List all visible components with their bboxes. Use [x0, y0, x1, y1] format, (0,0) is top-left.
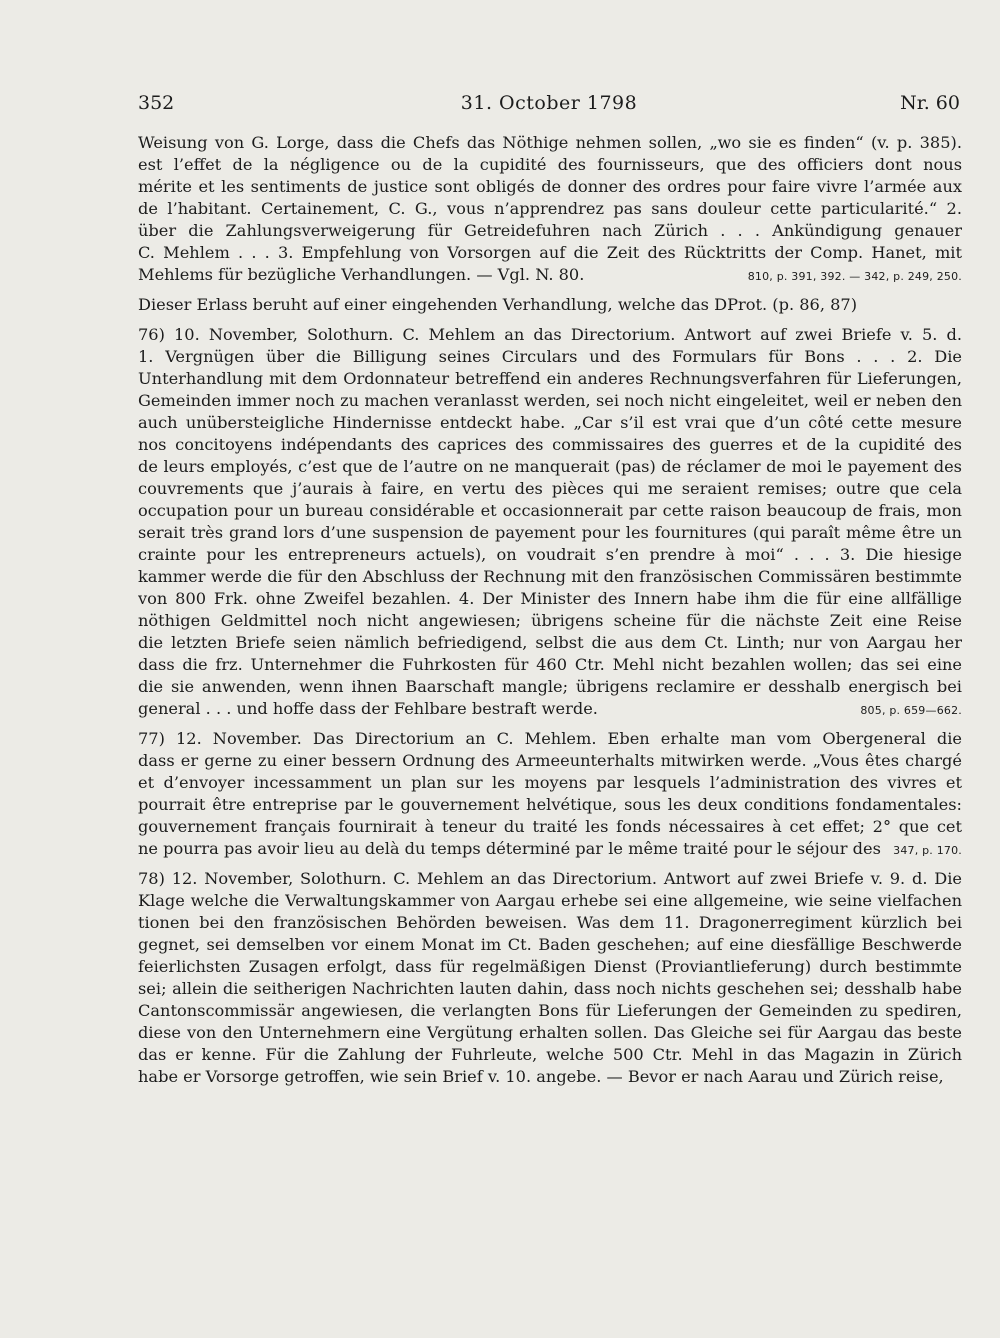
- text-line: diese von den Unternehmern eine Vergütung erhalten sollen. Das Gleiche sei für Aargau das beste: [138, 1023, 962, 1042]
- paragraph: [138, 294, 962, 316]
- text-line: auch unübersteigliche Hindernisse entdeckt habe. „Car s’il est vrai que d’un côté cette mesure: [138, 413, 962, 432]
- text-line: nos concitoyens indépendants des caprices des commissaires des guerres et de la cupidité des: [138, 435, 962, 454]
- text-line: [138, 264, 962, 286]
- text-line: nöthigen Geldmittel noch nicht angewiesen; übrigens scheine für die nächste Zeit eine Reise: [138, 611, 962, 630]
- text-line: Gemeinden immer noch zu machen veranlasst werden, sei noch nicht eingeleitet, weil er neben den: [138, 391, 962, 410]
- text-line: Cantonscommissär angewiesen, die verlangten Bons für Lieferungen der Gemeinden zu spediren,: [138, 1001, 962, 1020]
- text-line: das er kenne. Für die Zahlung der Fuhrleute, welche 500 Ctr. Mehl in das Magazin in Zürich: [138, 1045, 962, 1064]
- text-line: mérite et les sentiments de justice sont obligés de donner des ordres pour faire vivre l’armée aux: [138, 177, 962, 196]
- text-line: crainte pour les entrepreneurs actuels), on voudrait s’en prendre à moi“ . . . 3. Die hiesige: [138, 545, 962, 564]
- page-header: [138, 92, 960, 118]
- text-line: couvrements que j’aurais à faire, en vertu des pièces qui me seraient remises; outre que cela: [138, 479, 962, 498]
- text-line: feierlichsten Zusagen erfolgt, dass für regelmäßigen Dienst (Proviantlieferung) durch bestimmte: [138, 957, 962, 976]
- text-line: sei; allein die seitherigen Nachrichten lauten dahin, dass noch nichts geschehen sei; desshalb habe: [138, 979, 962, 998]
- text-line: 1. Vergnügen über die Billigung seines Circulars und des Formulars für Bons . . . 2. Die: [138, 347, 962, 366]
- text-line: von 800 Frk. ohne Zweifel bezahlen. 4. Der Minister des Innern habe ihm die für eine allfällige: [138, 589, 962, 608]
- text-line: C. Mehlem . . . 3. Empfehlung von Vorsorgen auf die Zeit des Rücktritts der Comp. Hanet, mit: [138, 243, 962, 262]
- paragraph: [138, 868, 962, 1088]
- document-body: [138, 132, 962, 1096]
- text-line: kammer werde die für den Abschluss der Rechnung mit den französischen Commissären bestimmte: [138, 567, 962, 586]
- source-reference: 810, p. 391, 392. — 342, p. 249, 250.: [747, 270, 962, 283]
- line-text: Mehlems für bezügliche Verhandlungen. — Vgl. N. 80.: [138, 265, 585, 284]
- text-line: pourrait être entreprise par le gouvernement helvétique, sous les deux conditions fondamentales:: [138, 795, 962, 814]
- paragraph: [138, 728, 962, 860]
- header-entry-number: Nr. 60: [900, 92, 960, 114]
- text-line: de leurs employés, c’est que de l’autre on ne manquerait (pas) de réclamer de moi le payement des: [138, 457, 962, 476]
- text-line: et d’envoyer incessamment un plan sur les moyens par lesquels l’administration des vivres et: [138, 773, 962, 792]
- text-line: 77) 12. November. Das Directorium an C. Mehlem. Eben erhalte man vom Obergeneral die: [138, 729, 962, 748]
- text-line: serait très grand lors d’une suspension de payement pour les fournitures (qui paraît même être un: [138, 523, 962, 542]
- text-line: Weisung von G. Lorge, dass die Chefs das Nöthige nehmen sollen, „wo sie es finden“ (v. p. 385).: [138, 133, 962, 152]
- header-date: 31. October 1798: [460, 92, 638, 114]
- text-line: Dieser Erlass beruht auf einer eingehenden Verhandlung, welche das DProt. (p. 86, 87): [138, 295, 858, 314]
- text-line: occupation pour un bureau considérable et occasionnerait par cette raison beaucoup de frais, mon: [138, 501, 962, 520]
- text-line: tionen bei den französischen Behörden beweisen. Was dem 11. Dragonerregiment kürzlich bei: [138, 913, 962, 932]
- text-line: gouvernement français fournirait à teneur du traité les fonds nécessaires à cet effet; 2° que cet: [138, 817, 962, 836]
- text-line: Klage welche die Verwaltungskammer von Aargau erhebe sei eine allgemeine, wie seine vielfachen: [138, 891, 962, 910]
- paragraph: [138, 132, 962, 286]
- page-number: 352: [138, 92, 175, 114]
- text-line: über die Zahlungsverweigerung für Getreidefuhren nach Zürich . . . Ankündigung genauer: [138, 221, 962, 240]
- line-text: general . . . und hoffe dass der Fehlbare bestraft werde.: [138, 699, 598, 718]
- text-line: Unterhandlung mit dem Ordonnateur betreffend ein anderes Rechnungsverfahren für Lieferungen,: [138, 369, 962, 388]
- line-text: ne pourra pas avoir lieu au delà du temps déterminé par le même traité pour le séjour des: [138, 839, 881, 858]
- text-line: est l’effet de la négligence ou de la cupidité des fournisseurs, que des officiers dont nous: [138, 155, 962, 174]
- text-line: gegnet, sei demselben vor einem Monat im Ct. Baden geschehen; auf eine diesfällige Beschwerde: [138, 935, 962, 954]
- source-reference: 347, p. 170.: [893, 844, 962, 857]
- text-line: habe er Vorsorge getroffen, wie sein Brief v. 10. angebe. — Bevor er nach Aarau und Zürich reise,: [138, 1067, 944, 1086]
- text-line: die letzten Briefe seien nämlich befriedigend, selbst die aus dem Ct. Linth; nur von Aargau her: [138, 633, 962, 652]
- text-line: die sie anwenden, wenn ihnen Baarschaft mangle; übrigens reclamire er desshalb energisch bei: [138, 677, 962, 696]
- text-line: 76) 10. November, Solothurn. C. Mehlem an das Directorium. Antwort auf zwei Briefe v. 5. d.: [138, 325, 962, 344]
- text-line: dass die frz. Unternehmer die Fuhrkosten für 460 Ctr. Mehl nicht bezahlen wollen; das sei eine: [138, 655, 962, 674]
- text-line: de l’habitant. Certainement, C. G., vous n’apprendrez pas sans douleur cette particularité.“ 2.: [138, 199, 962, 218]
- paragraph: [138, 324, 962, 720]
- source-reference: 805, p. 659—662.: [860, 704, 962, 717]
- text-line: dass er gerne zu einer bessern Ordnung des Armeeunterhalts mitwirken werde. „Vous êtes chargé: [138, 751, 962, 770]
- text-line: [138, 698, 962, 720]
- text-line: 78) 12. November, Solothurn. C. Mehlem an das Directorium. Antwort auf zwei Briefe v. 9. d. Die: [138, 869, 962, 888]
- text-line: [138, 838, 962, 860]
